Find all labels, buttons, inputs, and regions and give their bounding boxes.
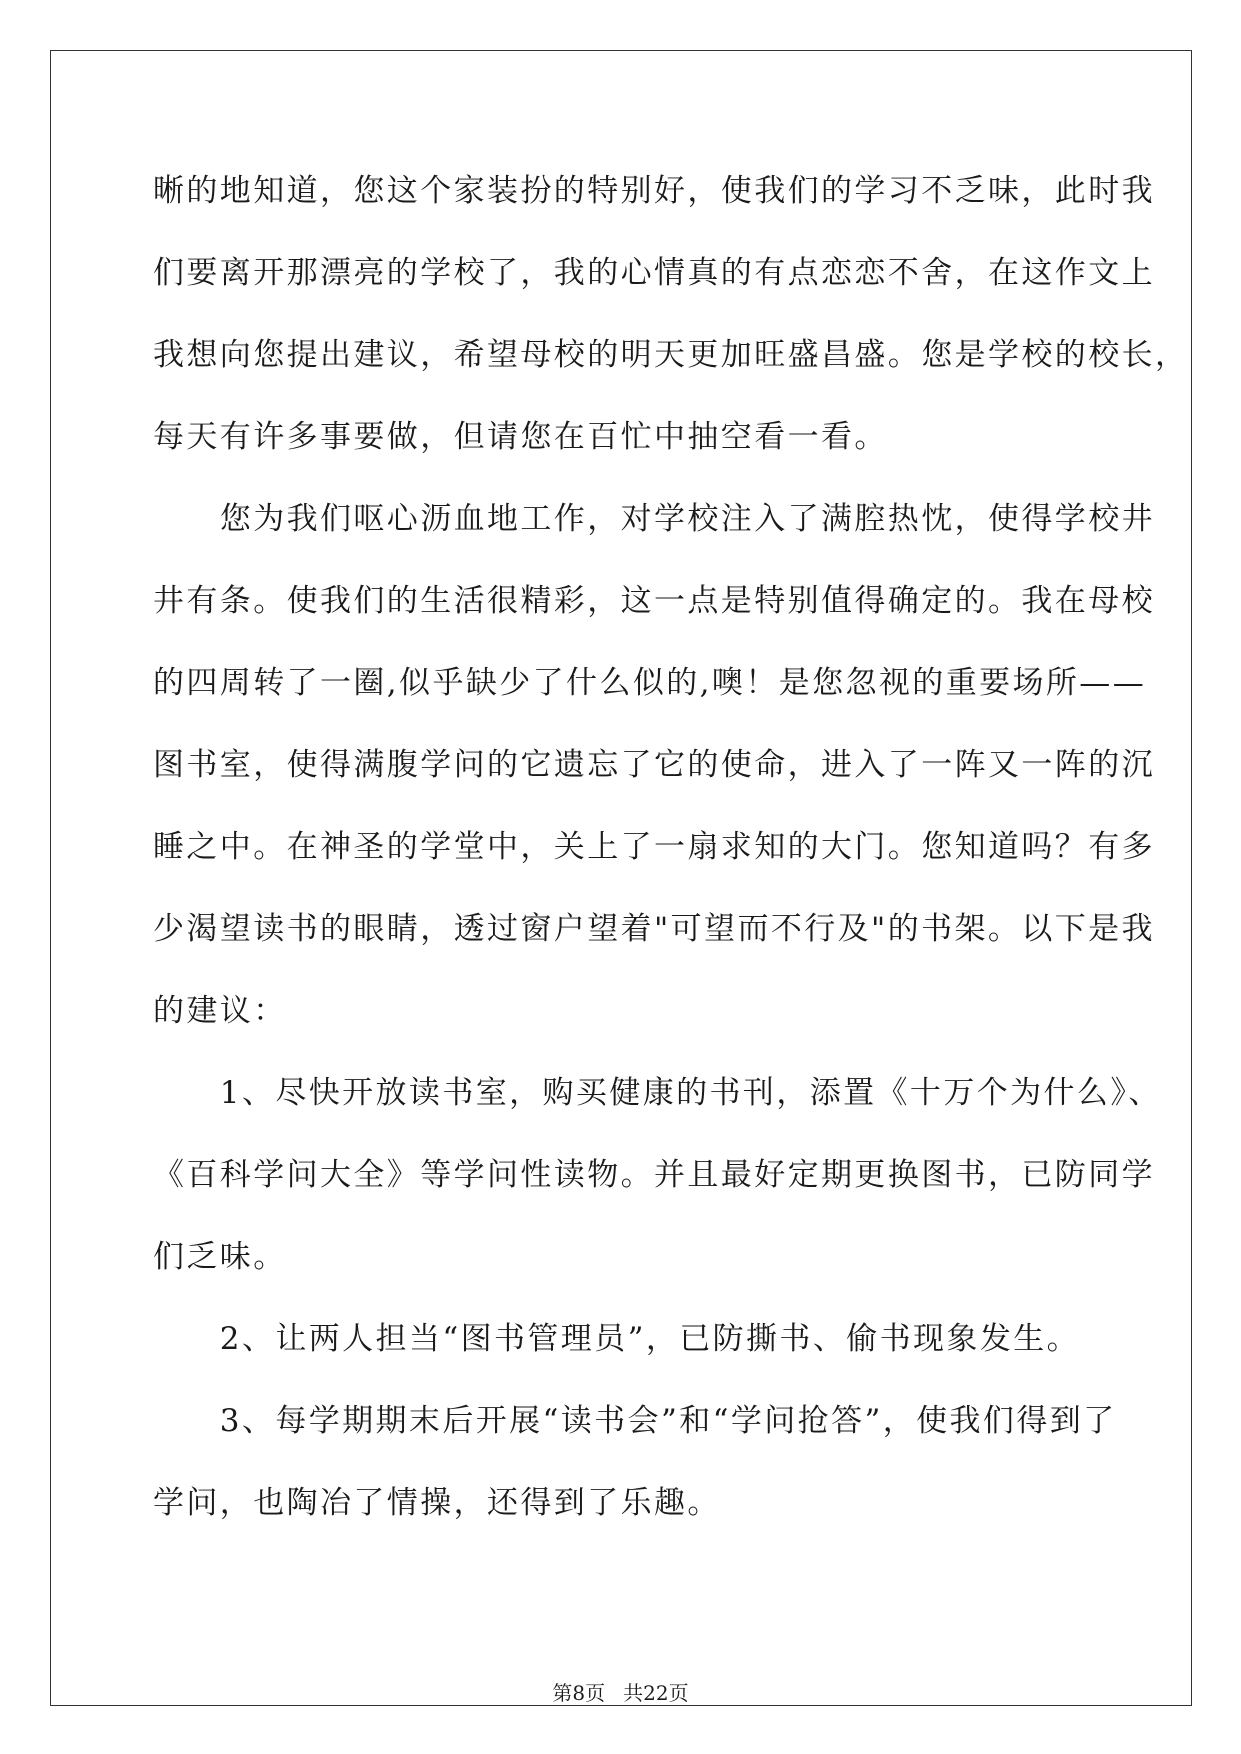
text-line: 3、每学期期末后开展“读书会”和“学问抢答”，使我们得到了 — [153, 1403, 1117, 1439]
text-line: 的四周转了一圈,似乎缺少了什么似的,噢！是您忽视的重要场所—— — [153, 665, 1147, 701]
document-body — [153, 161, 1189, 1555]
text-line: 们乏味。 — [153, 1239, 287, 1275]
text-line: 图书室，使得满腹学问的它遗忘了它的使命，进入了一阵又一阵的沉 — [153, 747, 1155, 783]
text-line: 1、尽快开放读书室，购买健康的书刊，添置《十万个为什么》、 — [153, 1075, 1162, 1111]
text-line: 井有条。使我们的生活很精彩，这一点是特别值得确定的。我在母校 — [153, 583, 1155, 619]
current-page-number: 第8页 — [552, 1681, 606, 1705]
page-footer — [0, 1678, 1241, 1708]
text-line: 我想向您提出建议，希望母校的明天更加旺盛昌盛。您是学校的校长， — [153, 337, 1189, 373]
text-line: 的建议： — [153, 993, 287, 1029]
text-line: 学问，也陶冶了情操，还得到了乐趣。 — [153, 1485, 721, 1521]
text-line: 们要离开那漂亮的学校了，我的心情真的有点恋恋不舍，在这作文上 — [153, 255, 1155, 291]
text-line: 每天有许多事要做，但请您在百忙中抽空看一看。 — [153, 419, 888, 455]
text-line: 晰的地知道，您这个家装扮的特别好，使我们的学习不乏味，此时我 — [153, 173, 1155, 209]
text-line: 2、让两人担当“图书管理员”，已防撕书、偷书现象发生。 — [153, 1321, 1081, 1357]
total-page-count: 共22页 — [623, 1681, 689, 1705]
text-line: 少渴望读书的眼睛，透过窗户望着"可望而不行及"的书架。以下是我 — [153, 911, 1155, 947]
text-line: 《百科学问大全》等学问性读物。并且最好定期更换图书，已防同学 — [153, 1157, 1155, 1193]
text-line: 您为我们呕心沥血地工作，对学校注入了满腔热忱，使得学校井 — [153, 501, 1155, 537]
text-line: 睡之中。在神圣的学堂中，关上了一扇求知的大门。您知道吗？有多 — [153, 829, 1155, 865]
